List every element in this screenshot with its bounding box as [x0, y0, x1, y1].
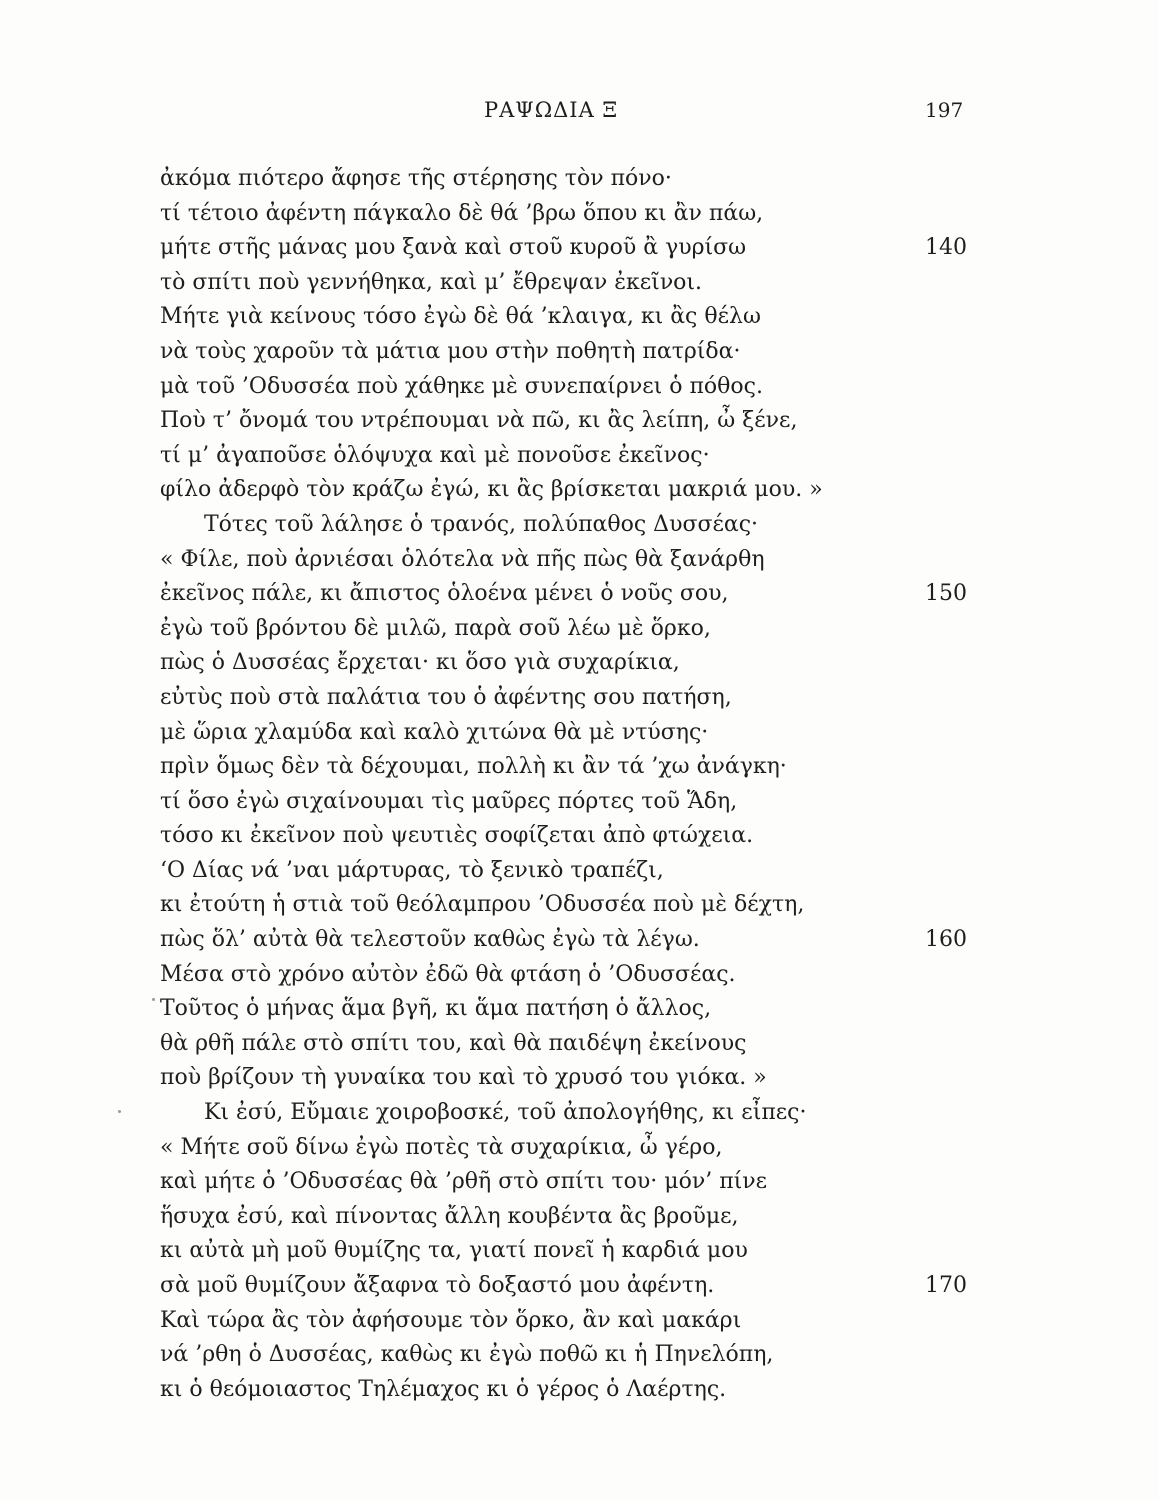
verse-text: ἐγὼ τοῦ βρόντου δὲ μιλῶ, παρὰ σοῦ λέω μὲ ὅρκο,	[160, 615, 711, 641]
verse-text: τί μ’ ἀγαποῦσε ὁλόψυχα καὶ μὲ πονοῦσε ἐκεῖνος·	[160, 442, 710, 468]
verse-line	[160, 1131, 1000, 1166]
verse-line	[160, 1027, 1000, 1062]
running-header	[0, 98, 1159, 128]
verse-text: « Μήτε σοῦ δίνω ἐγὼ ποτὲς τὰ συχαρίκια, ὦ γέρο,	[160, 1134, 723, 1160]
verse-text: νά ’ρθη ὁ Δυσσέας, καθὼς κι ἐγὼ ποθῶ κι ἡ Πηνελόπη,	[160, 1342, 774, 1368]
verse-text: Κι ἐσύ, Εὔμαιε χοιροβοσκέ, τοῦ ἀπολογήθης, κι εἶπες·	[204, 1100, 807, 1126]
verse-line	[160, 750, 1000, 785]
verse-line	[160, 370, 1000, 405]
verse-line	[160, 854, 1000, 889]
verse-line	[160, 992, 1000, 1027]
verse-line	[160, 1373, 1000, 1408]
verse-line	[160, 508, 1000, 543]
verse-line	[160, 1165, 1000, 1200]
verse-line	[160, 335, 1000, 370]
verse-text: πρὶν ὅμως δὲν τὰ δέχουμαι, πολλὴ κι ἂν τά ’χω ἀνάγκη·	[160, 754, 787, 780]
verse-text: Ποὺ τ’ ὄνομά του ντρέπουμαι νὰ πῶ, κι ἂς λείπη, ὦ ξένε,	[160, 408, 798, 434]
verse-line	[160, 300, 1000, 335]
verse-text: καὶ μήτε ὁ ’Οδυσσέας θὰ ’ρθῆ στὸ σπίτι του· μόν’ πίνε	[160, 1169, 768, 1195]
verse-text: τόσο κι ἐκεῖνον ποὺ ψευτιὲς σοφίζεται ἀπὸ φτώχεια.	[160, 823, 754, 849]
line-number: 140	[925, 235, 967, 261]
verse-text: Καὶ τώρα ἂς τὸν ἀφήσουμε τὸν ὅρκο, ἂν καὶ μακάρι	[160, 1307, 742, 1333]
verse-line	[160, 1269, 1000, 1304]
verse-text: τί ὅσο ἐγὼ σιχαίνουμαι τὶς μαῦρες πόρτες τοῦ Ἅδη,	[160, 788, 738, 814]
verse-text: νὰ τοὺς χαροῦν τὰ μάτια μου στὴν ποθητὴ πατρίδα·	[160, 338, 741, 364]
verse-line	[160, 1096, 1000, 1131]
verse-line	[160, 923, 1000, 958]
verse-text: τί τέτοιο ἀφέντη πάγκαλο δὲ θά ’βρω ὅπου κι ἂν πάω,	[160, 200, 764, 226]
verse-text: φίλο ἀδερφὸ τὸν κράζω ἐγώ, κι ἂς βρίσκεται μακριά μου. »	[160, 477, 823, 503]
verse-text: κι ὁ θεόμοιαστος Τηλέμαχος κι ὁ γέρος ὁ Λαέρτης.	[160, 1376, 727, 1402]
verse-text: « Φίλε, ποὺ ἀρνιέσαι ὁλότελα νὰ πῆς πὼς θὰ ξανάρθη	[160, 546, 765, 572]
verse-line	[160, 785, 1000, 820]
verse-line	[160, 612, 1000, 647]
verse-text: ἀκόμα πιότερο ἄφησε τῆς στέρησης τὸν πόνο·	[160, 166, 672, 191]
verse-line	[160, 162, 1000, 197]
line-number: 170	[925, 1273, 967, 1298]
verse-text: ἐκεῖνος πάλε, κι ἄπιστος ὁλοένα μένει ὁ νοῦς σου,	[160, 581, 729, 607]
page-number: 197	[925, 98, 964, 122]
verse-line	[160, 473, 1000, 508]
verse-text: μὰ τοῦ ’Οδυσσέα ποὺ χάθηκε μὲ συνεπαίρνει ὁ πόθος.	[160, 373, 763, 399]
verse-text: εὐτὺς ποὺ στὰ παλάτια του ὁ ἀφέντης σου πατήση,	[160, 684, 732, 710]
verse-line	[160, 819, 1000, 854]
verse-text: κι ἐτούτη ἡ στιὰ τοῦ θεόλαμπρου ’Οδυσσέα ποὺ μὲ δέχτη,	[160, 892, 805, 918]
verse-text: ποὺ βρίζουν τὴ γυναίκα του καὶ τὸ χρυσό του γιόκα. »	[160, 1065, 767, 1091]
verse-text: μήτε στῆς μάνας μου ξανὰ καὶ στοῦ κυροῦ ἂ γυρίσω	[160, 235, 747, 261]
verse-line	[160, 646, 1000, 681]
verse-text: μὲ ὥρια χλαμύδα καὶ καλὸ χιτώνα θὰ μὲ ντύσης·	[160, 719, 709, 745]
verse-line	[160, 1234, 1000, 1269]
verse-text: πὼς ὅλ’ αὐτὰ θὰ τελεστοῦν καθὼς ἐγὼ τὰ λέγω.	[160, 927, 700, 953]
verse-text: Μήτε γιὰ κείνους τόσο ἐγὼ δὲ θά ’κλαιγα, κι ἂς θέλω	[160, 304, 761, 330]
verse-line	[160, 1338, 1000, 1373]
verse-text: Τότες τοῦ λάλησε ὁ τρανός, πολύπαθος Δυσσέας·	[204, 511, 759, 537]
verse-text: ἥσυχα ἐσύ, καὶ πίνοντας ἄλλη κουβέντα ἂς βροῦμε,	[160, 1203, 739, 1229]
verse-text: ‘Ο Δίας νά ’ναι μάρτυρας, τὸ ξενικὸ τραπέζι,	[160, 857, 664, 883]
verse-text: σὰ μοῦ θυμίζουν ἄξαφνα τὸ δοξαστό μου ἀφέντη.	[160, 1273, 715, 1298]
verse-block	[160, 162, 1000, 1407]
verse-text: Τοῦτος ὁ μήνας ἅμα βγῆ, κι ἅμα πατήση ὁ ἄλλος,	[160, 996, 712, 1022]
verse-line	[160, 231, 1000, 266]
verse-text: Μέσα στὸ χρόνο αὐτὸν ἐδῶ θὰ φτάση ὁ ’Οδυσσέας.	[160, 961, 736, 987]
verse-line	[160, 888, 1000, 923]
verse-line	[160, 404, 1000, 439]
verse-line	[160, 1200, 1000, 1235]
verse-line	[160, 577, 1000, 612]
verse-line	[160, 197, 1000, 232]
print-speck	[152, 998, 155, 1001]
verse-line	[160, 1304, 1000, 1339]
print-speck	[118, 1110, 121, 1113]
line-number: 150	[925, 581, 967, 607]
line-number: 160	[925, 927, 967, 953]
verse-text: κι αὐτὰ μὴ μοῦ θυμίζης τα, γιατί πονεῖ ἡ καρδιά μου	[160, 1238, 748, 1264]
verse-line	[160, 716, 1000, 751]
verse-text: θὰ ρθῆ πάλε στὸ σπίτι του, καὶ θὰ παιδέψη ἐκείνους	[160, 1030, 747, 1056]
verse-line	[160, 439, 1000, 474]
chapter-title: ΡΑΨΩΔΙΑ Ξ	[484, 98, 619, 122]
verse-text: πὼς ὁ Δυσσέας ἔρχεται· κι ὅσο γιὰ συχαρίκια,	[160, 650, 680, 676]
verse-line	[160, 543, 1000, 578]
verse-text: τὸ σπίτι ποὺ γεννήθηκα, καὶ μ’ ἔθρεψαν ἐκεῖνοι.	[160, 269, 703, 295]
verse-line	[160, 681, 1000, 716]
verse-line	[160, 266, 1000, 301]
verse-line	[160, 1061, 1000, 1096]
verse-line	[160, 958, 1000, 993]
